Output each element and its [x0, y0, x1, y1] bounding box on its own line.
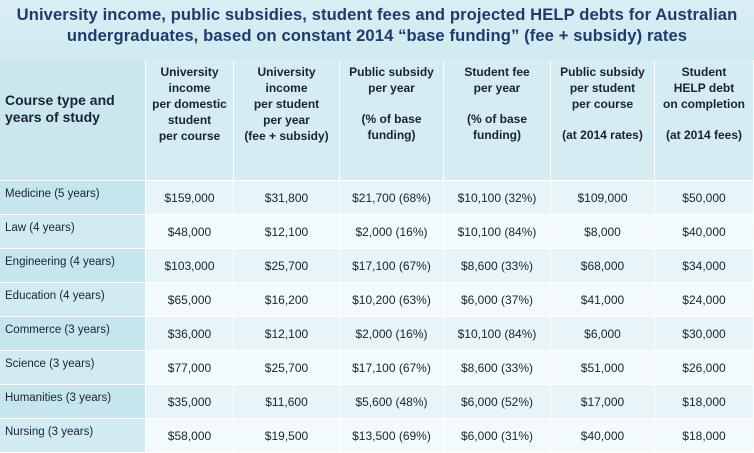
subsidy-per-year-cell: $2,000 (16%) [340, 215, 444, 249]
subsidy-per-course-cell: $6,000 [551, 317, 655, 351]
subsidy-per-course-cell: $41,000 [551, 283, 655, 317]
header-income-per-course: University income per domestic student per course [146, 60, 234, 181]
help-debt-cell: $50,000 [655, 181, 754, 215]
help-debt-cell: $40,000 [655, 215, 754, 249]
subsidy-per-year-cell: $5,600 (48%) [340, 385, 444, 419]
header-subsidy-per-course: Public subsidy per student per course (at 2014 rates) [551, 60, 655, 181]
header-course-type: Course type and years of study [0, 60, 146, 181]
fee-per-year-cell: $6,000 (31%) [444, 419, 551, 453]
subsidy-per-course-cell: $17,000 [551, 385, 655, 419]
subsidy-per-course-cell: $51,000 [551, 351, 655, 385]
income-per-year-cell: $11,600 [234, 385, 340, 419]
help-debt-cell: $18,000 [655, 419, 754, 453]
income-per-year-cell: $25,700 [234, 249, 340, 283]
course-label: Science (3 years) [0, 351, 146, 385]
income-per-year-cell: $16,200 [234, 283, 340, 317]
table-row [0, 351, 754, 385]
fee-per-year-cell: $10,100 (84%) [444, 317, 551, 351]
help-debt-cell: $26,000 [655, 351, 754, 385]
income-per-course-cell: $35,000 [146, 385, 234, 419]
course-label: Humanities (3 years) [0, 385, 146, 419]
title-line-1: University income, public subsidies, student fees and projected HELP debts for Australian [16, 5, 738, 24]
subsidy-per-year-cell: $17,100 (67%) [340, 351, 444, 385]
header-subsidy-per-year: Public subsidy per year (% of base funding) [340, 60, 444, 181]
course-label: Law (4 years) [0, 215, 146, 249]
income-per-year-cell: $12,100 [234, 215, 340, 249]
subsidy-per-year-cell: $2,000 (16%) [340, 317, 444, 351]
help-debt-cell: $34,000 [655, 249, 754, 283]
title-line-2: undergraduates, based on constant 2014 “base funding” (fee + subsidy) rates [66, 26, 688, 45]
course-label: Commerce (3 years) [0, 317, 146, 351]
help-debt-cell: $24,000 [655, 283, 754, 317]
subsidy-per-course-cell: $68,000 [551, 249, 655, 283]
income-per-course-cell: $103,000 [146, 249, 234, 283]
table-row [0, 181, 754, 215]
table-title [0, 4, 754, 46]
table-row [0, 249, 754, 283]
subsidy-per-year-cell: $10,200 (63%) [340, 283, 444, 317]
subsidy-per-course-cell: $8,000 [551, 215, 655, 249]
income-per-course-cell: $65,000 [146, 283, 234, 317]
income-per-year-cell: $25,700 [234, 351, 340, 385]
table-row [0, 215, 754, 249]
table-body [0, 181, 754, 453]
fee-per-year-cell: $10,100 (84%) [444, 215, 551, 249]
income-per-year-cell: $12,100 [234, 317, 340, 351]
fee-per-year-cell: $6,000 (37%) [444, 283, 551, 317]
header-fee-per-year: Student fee per year (% of base funding) [444, 60, 551, 181]
table-header [0, 60, 754, 181]
subsidy-per-year-cell: $13,500 (69%) [340, 419, 444, 453]
subsidy-per-course-cell: $40,000 [551, 419, 655, 453]
fee-per-year-cell: $10,100 (32%) [444, 181, 551, 215]
fee-per-year-cell: $8,600 (33%) [444, 249, 551, 283]
table-row [0, 283, 754, 317]
course-label: Nursing (3 years) [0, 419, 146, 453]
course-label: Education (4 years) [0, 283, 146, 317]
subsidy-per-year-cell: $21,700 (68%) [340, 181, 444, 215]
income-per-course-cell: $36,000 [146, 317, 234, 351]
table-row [0, 385, 754, 419]
header-help-debt: Student HELP debt on completion (at 2014 fees) [655, 60, 754, 181]
income-per-year-cell: $19,500 [234, 419, 340, 453]
income-per-course-cell: $77,000 [146, 351, 234, 385]
course-label: Medicine (5 years) [0, 181, 146, 215]
table-row [0, 317, 754, 351]
income-per-course-cell: $159,000 [146, 181, 234, 215]
help-debt-cell: $18,000 [655, 385, 754, 419]
subsidy-per-course-cell: $109,000 [551, 181, 655, 215]
fee-per-year-cell: $8,600 (33%) [444, 351, 551, 385]
income-per-course-cell: $58,000 [146, 419, 234, 453]
course-label: Engineering (4 years) [0, 249, 146, 283]
help-debt-cell: $30,000 [655, 317, 754, 351]
header-row [0, 60, 754, 181]
income-per-course-cell: $48,000 [146, 215, 234, 249]
subsidy-per-year-cell: $17,100 (67%) [340, 249, 444, 283]
funding-table [0, 60, 754, 453]
header-income-per-year: University income per student per year (fee + subsidy) [234, 60, 340, 181]
table-row [0, 419, 754, 453]
fee-per-year-cell: $6,000 (52%) [444, 385, 551, 419]
income-per-year-cell: $31,800 [234, 181, 340, 215]
